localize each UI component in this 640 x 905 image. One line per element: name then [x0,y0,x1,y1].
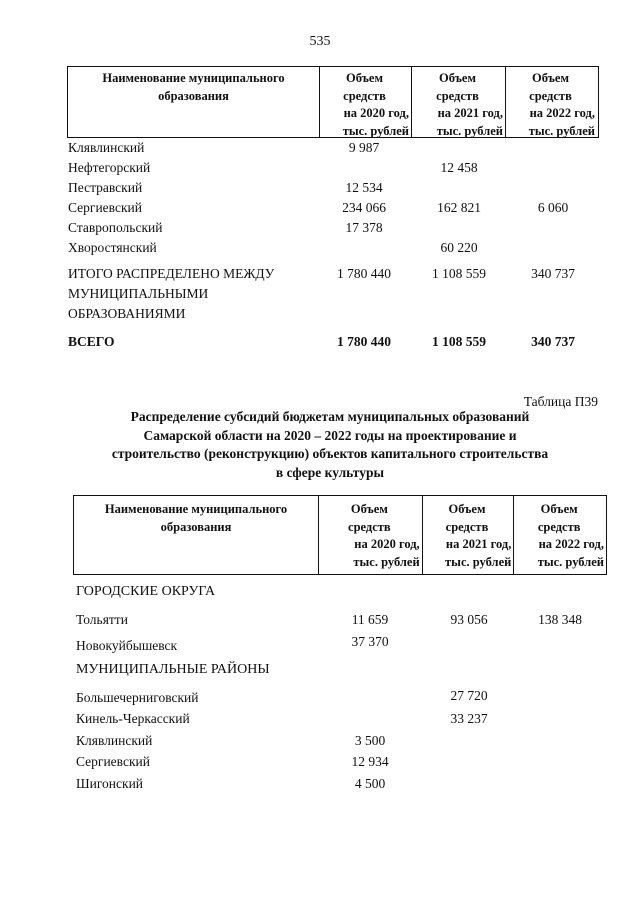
table2-header [73,495,607,575]
row-name: Клявлинский [68,140,145,155]
table2-header-name [74,496,319,574]
subtotal-value-2022: 340 737 [531,266,575,281]
row-name: Шигонский [76,776,144,791]
row-value-2021: 27 720 [450,688,488,703]
row-name: Нефтегорский [68,160,151,175]
row-value-2022: 6 060 [537,200,569,215]
header-line: Объем [438,71,476,85]
row-value-2021: 93 056 [450,612,488,627]
page-number: 535 [309,34,331,49]
subtotal-value-2021: 1 108 559 [432,266,486,281]
table2-header-2020 [319,496,423,574]
row-value-2020: 12 534 [345,180,383,195]
header-line: Объем [540,502,578,516]
header-line: средств [529,88,572,103]
table-caption: Таблица П39 [523,394,598,409]
header-line: средств [343,88,386,103]
row-name: Клявлинский [76,733,153,748]
row-value-2020: 4 500 [354,776,386,791]
row-name: Кинель-Черкасский [76,711,190,726]
row-value-2021: 33 237 [450,711,488,726]
subtotal-value-2020: 1 780 440 [337,266,391,281]
table1-header-2022 [506,67,597,137]
header-name-text: Наименование муниципального образования [102,71,285,103]
header-line: Объем [345,71,383,85]
row-name: Новокуйбышевск [76,638,178,653]
header-name-text: Наименование муниципального образования [104,502,288,534]
row-value-2020: 3 500 [354,733,386,748]
header-line: тыс. рублей [528,123,595,138]
header-line: средств [537,519,581,534]
title-line: Распределение субсидий бюджетам муниципальных образований [130,409,530,424]
table1-header-2021 [412,67,506,137]
header-line: на 2020 год, [354,537,420,551]
row-name: Сергиевский [76,754,150,769]
row-value-2022: 138 348 [538,612,582,627]
header-line: на 2021 год, [445,537,512,551]
total-value-2020: 1 780 440 [337,334,391,349]
row-value-2020: 12 934 [351,754,389,769]
header-line: на 2020 год, [343,106,409,120]
row-value-2021: 12 458 [440,160,478,175]
row-name: Ставропольский [68,220,163,235]
total-value-2021: 1 108 559 [432,334,486,349]
title-line: строительство (реконструкцию) объектов капитального строительства [111,446,549,461]
section-heading: МУНИЦИПАЛЬНЫЕ РАЙОНЫ [76,662,270,677]
table1-header-2020 [320,67,412,137]
header-line: средств [445,519,489,534]
row-name: Сергиевский [68,200,142,215]
header-line: тыс. рублей [353,554,420,569]
header-line: на 2022 год, [529,106,595,120]
row-value-2021: 60 220 [440,240,478,255]
row-name: Большечерниговский [76,690,199,705]
subtotal-label-line: ИТОГО РАСПРЕДЕЛЕНО МЕЖДУ [68,266,275,281]
title-line: Самарской области на 2020 – 2022 годы на проектирование и [143,427,517,443]
total-value-2022: 340 737 [531,334,575,349]
header-line: средств [348,519,391,534]
header-line: тыс. рублей [537,554,604,569]
row-value-2021: 162 821 [437,200,481,215]
row-name: Хворостянский [68,240,157,255]
header-line: Объем [531,71,569,85]
header-line: средств [436,88,479,103]
table-title [60,408,600,482]
row-value-2020: 9 987 [348,140,380,155]
header-line: на 2022 год, [538,537,604,551]
header-line: Объем [350,502,388,516]
title-line: в сфере культуры [275,464,385,480]
table1-header-name [68,67,320,137]
subtotal-label-line: МУНИЦИПАЛЬНЫМИ [68,286,209,301]
table1-header [67,66,599,138]
row-value-2020: 17 378 [345,220,383,235]
table2-header-2021 [423,496,515,574]
row-value-2020: 234 066 [342,200,386,215]
row-value-2020: 11 659 [351,612,389,627]
header-line: тыс. рублей [445,554,512,569]
header-line: на 2021 год, [437,106,503,120]
total-label: ВСЕГО [68,334,115,349]
table2-header-2022 [514,496,606,574]
section-heading: ГОРОДСКИЕ ОКРУГА [76,584,216,599]
header-line: Объем [448,502,486,516]
row-value-2020: 37 370 [351,634,389,649]
header-line: тыс. рублей [436,123,503,138]
header-line: тыс. рублей [342,123,409,138]
subtotal-label-line: ОБРАЗОВАНИЯМИ [68,306,186,321]
row-name: Пестравский [68,180,143,195]
row-name: Тольятти [76,612,128,627]
